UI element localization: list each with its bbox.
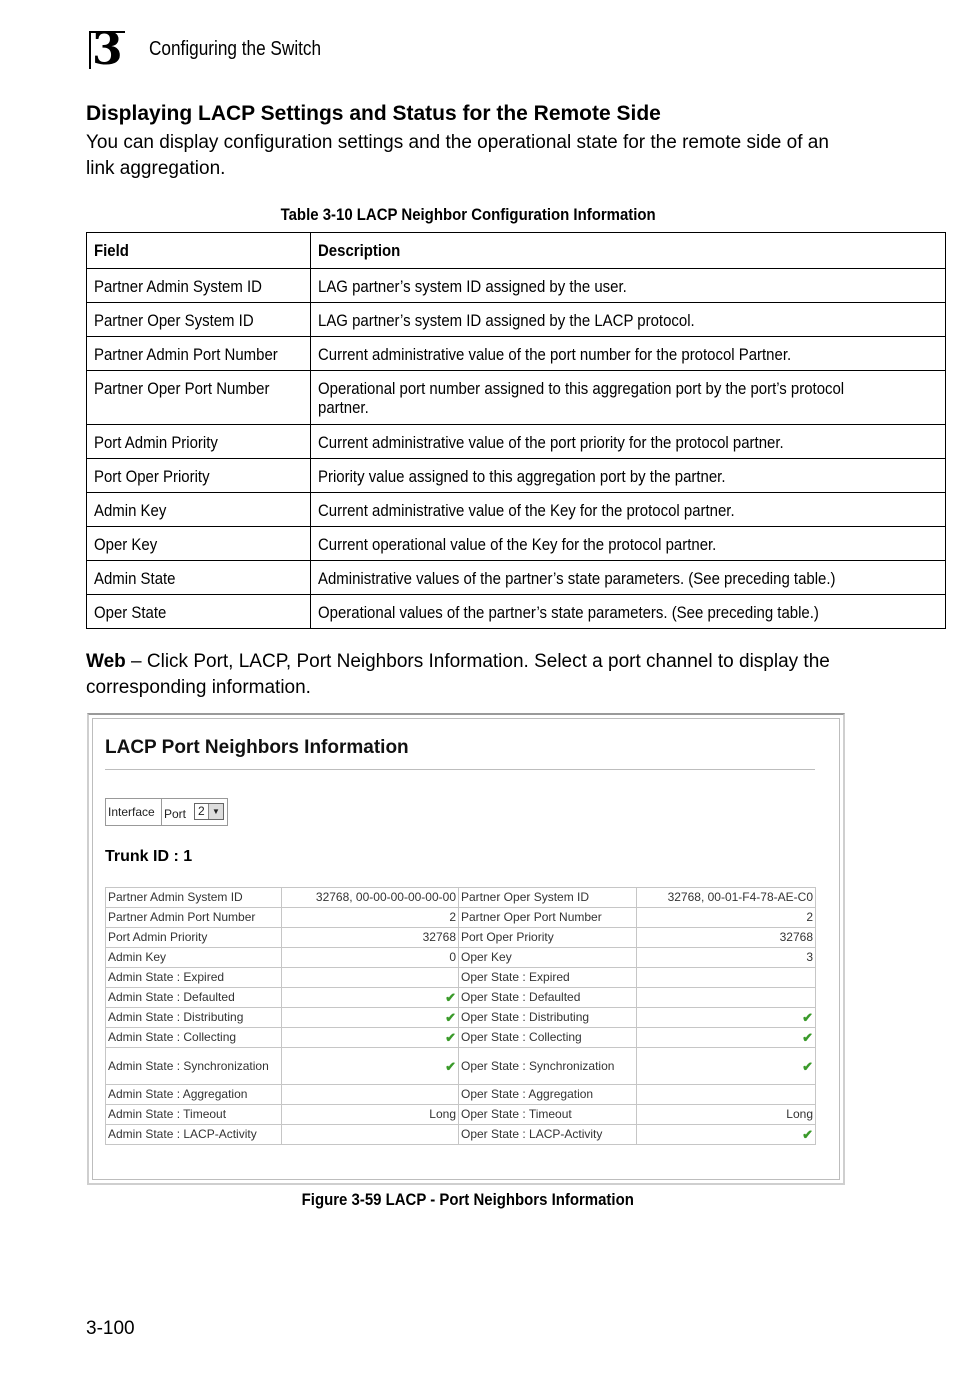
label-cell: Admin State : Aggregation <box>106 1085 282 1105</box>
field-cell: Partner Admin System ID <box>87 269 311 303</box>
table-row <box>106 1085 816 1105</box>
figure-title: LACP Port Neighbors Information <box>105 737 409 758</box>
check-icon: ✔ <box>637 1008 816 1028</box>
label-cell: Admin State : Synchronization <box>106 1048 282 1085</box>
value-cell: 2 <box>282 908 459 928</box>
label-cell: Admin State : Defaulted <box>106 988 282 1008</box>
field-cell: Port Admin Priority <box>87 425 311 459</box>
field-cell: Port Oper Priority <box>87 459 311 493</box>
table-row <box>87 303 946 337</box>
description-cell: LAG partner’s system ID assigned by the LACP protocol. <box>310 303 945 337</box>
value-cell <box>637 1085 816 1105</box>
value-cell <box>282 968 459 988</box>
field-cell: Partner Admin Port Number <box>87 337 311 371</box>
label-cell: Partner Oper System ID <box>459 888 637 908</box>
label-cell: Oper Key <box>459 948 637 968</box>
description-cell: Operational values of the partner’s state parameters. (See preceding table.) <box>310 595 945 629</box>
title-divider <box>105 769 815 770</box>
table-row <box>106 1008 816 1028</box>
table-row <box>87 561 946 595</box>
table-row <box>106 988 816 1008</box>
port-select-value: 2 <box>198 804 205 818</box>
check-icon: ✔ <box>282 1048 459 1085</box>
description-cell: LAG partner’s system ID assigned by the user. <box>310 269 945 303</box>
description-cell: Current administrative value of the port number for the protocol Partner. <box>310 337 945 371</box>
table-row <box>106 1105 816 1125</box>
label-cell: Oper State : Distributing <box>459 1008 637 1028</box>
table-row <box>87 337 946 371</box>
table-row <box>87 527 946 561</box>
label-cell: Partner Oper Port Number <box>459 908 637 928</box>
check-icon: ✔ <box>282 988 459 1008</box>
description-cell: Administrative values of the partner’s state parameters. (See preceding table.) <box>310 561 945 595</box>
interface-selector <box>105 798 228 826</box>
label-cell: Admin State : Timeout <box>106 1105 282 1125</box>
label-cell: Port Admin Priority <box>106 928 282 948</box>
figure-caption: Figure 3-59 LACP - Port Neighbors Information <box>301 1190 635 1209</box>
trunk-id: Trunk ID : 1 <box>105 848 193 865</box>
value-cell: 32768, 00-01-F4-78-AE-C0 <box>637 888 816 908</box>
value-cell: 32768 <box>637 928 816 948</box>
value-cell <box>637 968 816 988</box>
table-row <box>87 493 946 527</box>
label-cell: Oper State : Timeout <box>459 1105 637 1125</box>
value-cell: 2 <box>637 908 816 928</box>
field-cell: Partner Oper System ID <box>87 303 311 337</box>
running-title: Configuring the Switch <box>149 38 322 60</box>
label-cell: Admin Key <box>106 948 282 968</box>
label-cell: Oper State : Expired <box>459 968 637 988</box>
table-row <box>87 459 946 493</box>
label-cell: Oper State : Synchronization <box>459 1048 637 1085</box>
table-row <box>106 1048 816 1085</box>
check-icon: ✔ <box>282 1008 459 1028</box>
table-row <box>106 928 816 948</box>
screenshot-figure <box>87 713 845 1185</box>
table-row <box>106 908 816 928</box>
check-icon: ✔ <box>637 1048 816 1085</box>
table-row <box>87 269 946 303</box>
check-icon: ✔ <box>282 1028 459 1048</box>
description-cell: Priority value assigned to this aggregation port by the partner. <box>310 459 945 493</box>
value-cell: Long <box>637 1105 816 1125</box>
value-cell: Long <box>282 1105 459 1125</box>
field-cell: Admin State <box>87 561 311 595</box>
label-cell: Admin State : Distributing <box>106 1008 282 1028</box>
table-row <box>87 425 946 459</box>
field-cell: Admin Key <box>87 493 311 527</box>
chapter-number: 3 <box>92 24 123 75</box>
value-cell: 32768 <box>282 928 459 948</box>
label-cell: Port Oper Priority <box>459 928 637 948</box>
value-cell <box>637 988 816 1008</box>
description-cell: Current administrative value of the Key for the protocol partner. <box>310 493 945 527</box>
value-cell <box>282 1125 459 1145</box>
intro-paragraph: You can display configuration settings and the operational state for the remote side of an link aggregation. <box>86 132 829 179</box>
lacp-neighbor-table <box>86 232 946 629</box>
label-cell: Admin State : LACP-Activity <box>106 1125 282 1145</box>
table-row <box>106 888 816 908</box>
table-row <box>106 968 816 988</box>
table-header-row <box>87 233 946 269</box>
label-cell: Oper State : LACP-Activity <box>459 1125 637 1145</box>
table-caption: Table 3-10 LACP Neighbor Configuration Information <box>280 205 656 224</box>
table-row <box>87 371 946 425</box>
label-cell: Oper State : Collecting <box>459 1028 637 1048</box>
check-icon: ✔ <box>637 1028 816 1048</box>
table-row <box>106 1028 816 1048</box>
description-cell: Current operational value of the Key for the protocol partner. <box>310 527 945 561</box>
table-row <box>87 595 946 629</box>
field-cell: Oper State <box>87 595 311 629</box>
section-title: Displaying LACP Settings and Status for the Remote Side <box>86 102 661 125</box>
description-cell: Current administrative value of the port priority for the protocol partner. <box>310 425 945 459</box>
header-field: Field <box>87 233 311 269</box>
value-cell: 32768, 00-00-00-00-00-00 <box>282 888 459 908</box>
field-cell: Partner Oper Port Number <box>87 371 311 425</box>
chevron-down-icon[interactable]: ▼ <box>208 804 223 819</box>
label-cell: Admin State : Collecting <box>106 1028 282 1048</box>
table-row <box>106 1125 816 1145</box>
port-label: Port <box>164 807 187 821</box>
value-cell: 0 <box>282 948 459 968</box>
page-number: 3-100 <box>86 1318 135 1339</box>
label-cell: Partner Admin Port Number <box>106 908 282 928</box>
field-cell: Oper Key <box>87 527 311 561</box>
label-cell: Partner Admin System ID <box>106 888 282 908</box>
label-cell: Oper State : Aggregation <box>459 1085 637 1105</box>
port-neighbors-table <box>105 887 816 1145</box>
value-cell <box>282 1085 459 1105</box>
check-icon: ✔ <box>637 1125 816 1145</box>
label-cell: Admin State : Expired <box>106 968 282 988</box>
web-paragraph: Web – Click Port, LACP, Port Neighbors Information. Select a port channel to display the corresponding information. <box>86 651 830 698</box>
port-select[interactable] <box>194 803 224 820</box>
label-cell: Oper State : Defaulted <box>459 988 637 1008</box>
interface-label: Interface <box>108 805 155 819</box>
header-description: Description <box>310 233 945 269</box>
description-cell: Operational port number assigned to this aggregation port by the port’s protocol partner. <box>310 371 945 425</box>
value-cell: 3 <box>637 948 816 968</box>
table-row <box>106 948 816 968</box>
